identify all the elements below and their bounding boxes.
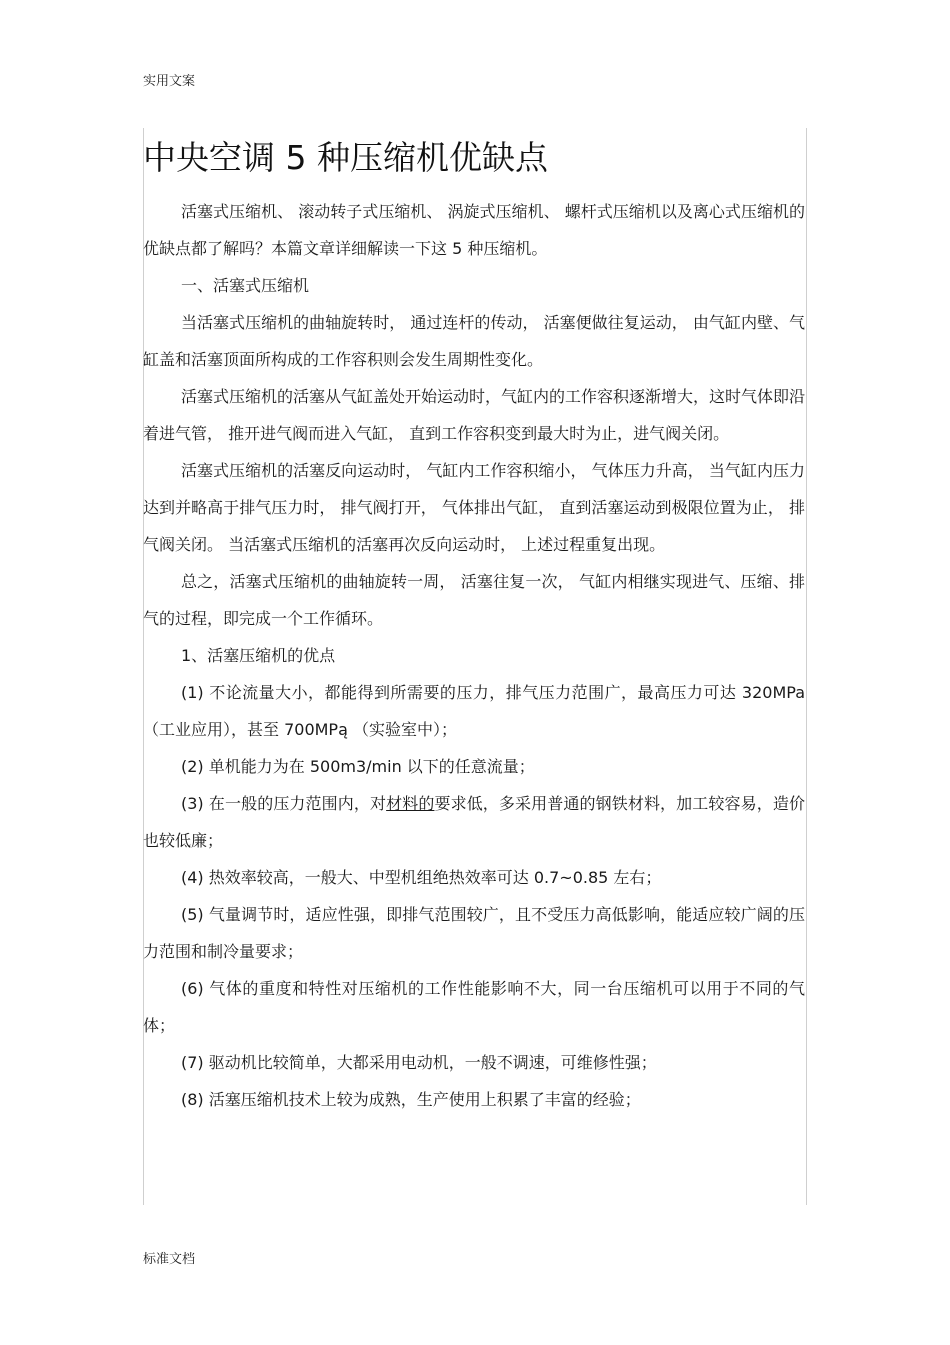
list-item-text: 要求低，多采用普通的钢铁材料，加工较容易，造价也较低廉； — [143, 794, 805, 850]
list-item: (4) 热效率较高，一般大、中型机组绝热效率可达 0.7~0.85 左右； — [181, 868, 662, 887]
list-item: (6) 气体的重度和特性对压缩机的工作性能影响不大，同一台压缩机可以用于不同的气体； — [143, 979, 805, 1035]
list-item: (8) 活塞压缩机技术上较为成熟，生产使用上积累了丰富的经验； — [181, 1090, 641, 1109]
underlined-text: 材料的 — [386, 794, 435, 813]
paragraph: 当活塞式压缩机的曲轴旋转时， 通过连杆的传动， 活塞便做往复运动， 由气缸内壁、气缸盖和活塞顶面所构成的工作容积则会发生周期性变化。 — [143, 313, 805, 369]
paragraph-intro: 活塞式压缩机、 滚动转子式压缩机、 涡旋式压缩机、 螺杆式压缩机以及离心式压缩机的优缺点都了解吗？本篇文章详细解读一下这 5 种压缩机。 — [143, 202, 805, 258]
right-margin-rule — [806, 128, 807, 1205]
document-body — [143, 133, 805, 1118]
page-footer-label: 标准文档 — [143, 1252, 196, 1267]
page-header-label: 实用文案 — [143, 74, 196, 89]
section-heading-piston: 一、活塞式压缩机 — [181, 276, 310, 295]
list-item — [143, 785, 805, 859]
subsection-heading-advantages: 1、活塞压缩机的优点 — [181, 646, 336, 665]
list-item: (5) 气量调节时，适应性强，即排气范围较广，且不受压力高低影响，能适应较广阔的压力范围和制冷量要求； — [143, 905, 805, 961]
document-title: 中央空调 5 种压缩机优缺点 — [143, 138, 548, 177]
list-item: (1) 不论流量大小，都能得到所需要的压力，排气压力范围广，最高压力可达 320MPa（工业应用），甚至 700MPą （实验室中）； — [143, 683, 805, 739]
paragraph: 活塞式压缩机的活塞从气缸盖处开始运动时，气缸内的工作容积逐渐增大，这时气体即沿着进气管， 推开进气阀而进入气缸， 直到工作容积变到最大时为止，进气阀关闭。 — [143, 387, 806, 443]
list-item: (7) 驱动机比较简单，大都采用电动机，一般不调速，可维修性强； — [181, 1053, 657, 1072]
paragraph: 活塞式压缩机的活塞反向运动时， 气缸内工作容积缩小， 气体压力升高， 当气缸内压力达到并略高于排气压力时， 排气阀打开， 气体排出气缸， 直到活塞运动到极限位置为止， 排气阀关闭。 当活塞式压缩机的活塞再次反向运动时， 上述过程重复出现。 — [143, 461, 805, 554]
list-item: (2) 单机能力为在 500m3/min 以下的任意流量； — [181, 757, 535, 776]
paragraph: 总之，活塞式压缩机的曲轴旋转一周， 活塞往复一次， 气缸内相继实现进气、压缩、排气的过程，即完成一个工作循环。 — [143, 572, 805, 628]
list-item-text: (3) 在一般的压力范围内，对 — [181, 794, 387, 813]
